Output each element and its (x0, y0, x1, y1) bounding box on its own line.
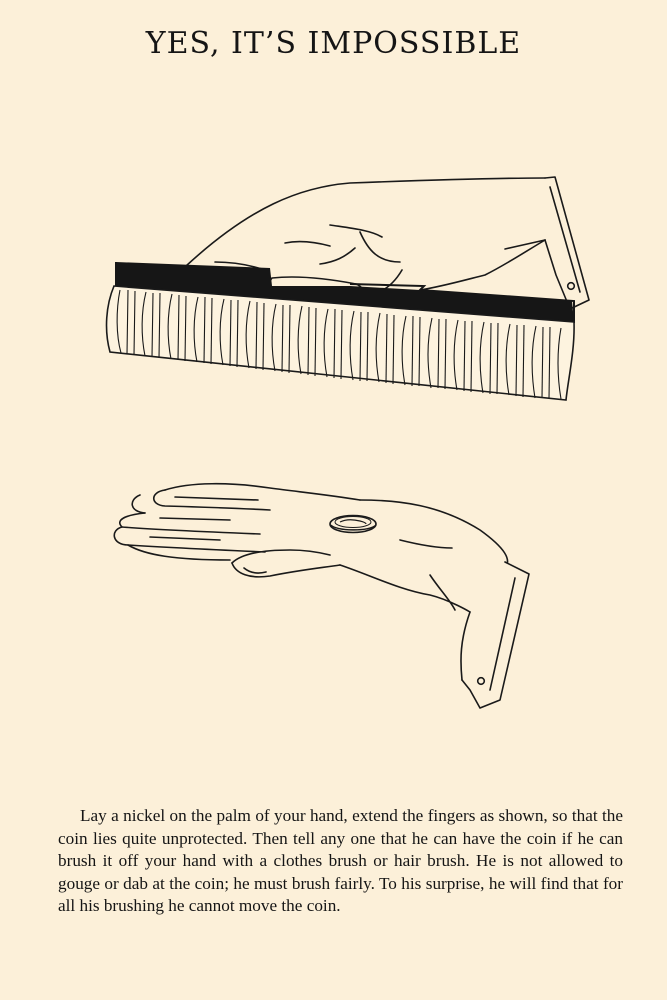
nickel-coin-drawing (330, 516, 376, 533)
page-title: YES, IT’S IMPOSSIBLE (145, 26, 522, 61)
open-hand-drawing (114, 484, 529, 708)
instructions-paragraph: Lay a nickel on the palm of your hand, extend the fingers as shown, so that the coin lies quite unprotected. Then tell any one that he can have the coin if he can brush it off your hand with a clothes brush or hair brush. He is not allowed to gouge or dab at the coin; he must brush fairly. To his surprise, he will find that for all his brushing he cannot move the coin. (58, 806, 623, 915)
